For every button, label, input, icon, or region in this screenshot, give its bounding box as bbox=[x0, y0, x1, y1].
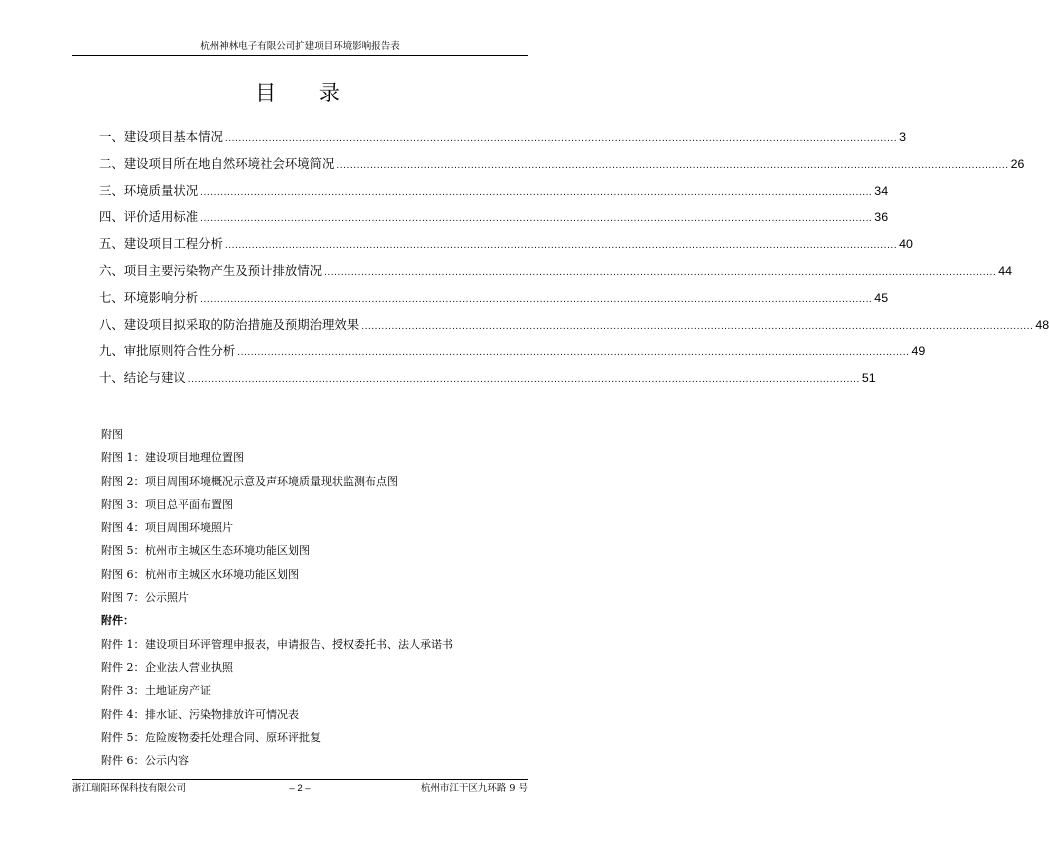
toc-entry-label: 七、环境影响分析 bbox=[99, 289, 199, 305]
figures-heading: 附图 bbox=[101, 428, 123, 441]
figure-item-number: 附图 3： bbox=[101, 497, 145, 511]
attachment-item bbox=[101, 726, 521, 749]
toc-entry-page: 51 bbox=[861, 371, 876, 386]
toc-entry-label: 五、建设项目工程分析 bbox=[99, 236, 223, 252]
figure-item bbox=[101, 516, 521, 539]
toc-entry-label: 二、建设项目所在地自然环境社会环境简况 bbox=[99, 155, 335, 171]
appendix-section bbox=[101, 423, 521, 772]
figure-item-title: 项目周围环境概况示意及声环境质量现状监测布点图 bbox=[145, 474, 398, 488]
attachment-item-number: 附件 3： bbox=[101, 684, 145, 698]
toc-entry[interactable] bbox=[99, 234, 913, 261]
toc-entry-page: 34 bbox=[874, 183, 889, 198]
page-header bbox=[72, 39, 528, 56]
toc-entry-label: 四、评价适用标准 bbox=[99, 209, 199, 225]
toc-leader-dots: ........................................................................................................................................................................................................ bbox=[200, 187, 873, 198]
footer-address: 杭州市江干区九环路 9 号 bbox=[420, 783, 528, 794]
attachment-item-title: 企业法人营业执照 bbox=[145, 660, 233, 674]
toc-entry-label: 十、结论与建议 bbox=[99, 370, 186, 386]
figures-list bbox=[101, 446, 521, 609]
toc-entry-page: 36 bbox=[874, 210, 889, 225]
figure-item-title: 建设项目地理位置图 bbox=[145, 451, 244, 465]
toc-entry[interactable] bbox=[99, 315, 1049, 342]
toc-leader-dots: ........................................................................................................................................................................................................ bbox=[224, 134, 898, 144]
attachments-list bbox=[101, 633, 521, 773]
attachment-item bbox=[101, 749, 521, 772]
toc-leader-dots: ........................................................................................................................................................................................................ bbox=[200, 294, 873, 305]
attachment-item-number: 附件 5： bbox=[101, 730, 145, 744]
figure-item-number: 附图 7： bbox=[101, 591, 145, 605]
toc-entry[interactable] bbox=[99, 154, 1025, 181]
toc-entry-page: 26 bbox=[1010, 156, 1025, 171]
figure-item bbox=[101, 586, 521, 609]
attachment-item bbox=[101, 703, 521, 726]
toc-entry[interactable] bbox=[99, 181, 889, 208]
figure-item-title: 杭州市主城区生态环境功能区划图 bbox=[145, 544, 310, 558]
toc-entry-page: 3 bbox=[899, 130, 906, 144]
figure-item bbox=[101, 446, 521, 469]
page-footer bbox=[72, 779, 528, 796]
toc-entry-page: 40 bbox=[899, 237, 913, 252]
header-text: 杭州神林电子有限公司扩建项目环境影响报告表 bbox=[200, 41, 400, 52]
toc-entry-label: 一、建设项目基本情况 bbox=[99, 129, 223, 144]
table-of-contents bbox=[99, 127, 1049, 395]
attachment-item-title: 公示内容 bbox=[145, 754, 189, 768]
figure-item bbox=[101, 539, 521, 562]
figure-item-title: 项目周围环境照片 bbox=[145, 521, 233, 535]
figure-item-title: 杭州市主城区水环境功能区划图 bbox=[145, 567, 299, 581]
page-title: 目 录 bbox=[255, 81, 358, 105]
toc-entry-label: 八、建设项目拟采取的防治措施及预期治理效果 bbox=[99, 316, 360, 332]
figure-item-number: 附图 5： bbox=[101, 544, 145, 558]
toc-entry-page: 45 bbox=[874, 290, 889, 305]
toc-entry-page: 48 bbox=[1035, 317, 1049, 332]
attachments-heading: 附件： bbox=[101, 614, 134, 628]
toc-entry-label: 九、审批原则符合性分析 bbox=[99, 343, 236, 359]
figure-item-title: 项目总平面布置图 bbox=[145, 497, 233, 511]
toc-entry[interactable] bbox=[99, 368, 876, 395]
attachment-item-number: 附件 2： bbox=[101, 660, 145, 674]
toc-entry-label: 六、项目主要污染物产生及预计排放情况 bbox=[99, 262, 323, 278]
toc-entry[interactable] bbox=[99, 288, 889, 315]
toc-entry[interactable] bbox=[99, 207, 889, 234]
attachment-item-title: 危险废物委托处理合同、原环评批复 bbox=[145, 730, 321, 744]
figure-item-number: 附图 2： bbox=[101, 474, 145, 488]
figure-item bbox=[101, 493, 521, 516]
attachment-item bbox=[101, 679, 521, 702]
toc-leader-dots: ........................................................................................................................................................................................................ bbox=[224, 241, 898, 252]
attachment-item-number: 附件 6： bbox=[101, 754, 145, 768]
attachment-item-number: 附件 4： bbox=[101, 707, 145, 721]
figure-item bbox=[101, 470, 521, 493]
figure-item-number: 附图 6： bbox=[101, 567, 145, 581]
toc-entry[interactable] bbox=[99, 341, 926, 368]
attachment-item bbox=[101, 656, 521, 679]
footer-page-number: – 2 – bbox=[289, 783, 311, 794]
toc-entry[interactable] bbox=[99, 127, 906, 154]
toc-entry-page: 44 bbox=[998, 263, 1012, 278]
toc-entry-page: 49 bbox=[911, 344, 926, 359]
attachment-item-title: 排水证、污染物排放许可情况表 bbox=[145, 707, 299, 721]
figure-item bbox=[101, 563, 521, 586]
toc-entry[interactable] bbox=[99, 261, 1012, 288]
figure-item-number: 附图 1： bbox=[101, 451, 145, 465]
footer-company: 浙江瑞阳环保科技有限公司 bbox=[72, 783, 187, 794]
figure-item-number: 附图 4： bbox=[101, 521, 145, 535]
toc-leader-dots: ........................................................................................................................................................................................................ bbox=[361, 321, 1034, 332]
attachment-item bbox=[101, 633, 521, 656]
attachment-item-number: 附件 1： bbox=[101, 637, 145, 651]
attachment-item-title: 土地证房产证 bbox=[145, 684, 211, 698]
toc-leader-dots: ........................................................................................................................................................................................................ bbox=[187, 375, 860, 386]
toc-leader-dots: ........................................................................................................................................................................................................ bbox=[237, 348, 910, 359]
figure-item-title: 公示照片 bbox=[145, 591, 189, 605]
toc-leader-dots: ........................................................................................................................................................................................................ bbox=[324, 267, 997, 278]
toc-leader-dots: ........................................................................................................................................................................................................ bbox=[200, 214, 873, 225]
attachment-item-title: 建设项目环评管理申报表，申请报告、授权委托书、法人承诺书 bbox=[145, 637, 453, 651]
toc-entry-label: 三、环境质量状况 bbox=[99, 182, 199, 198]
toc-leader-dots: ........................................................................................................................................................................................................ bbox=[336, 160, 1009, 171]
